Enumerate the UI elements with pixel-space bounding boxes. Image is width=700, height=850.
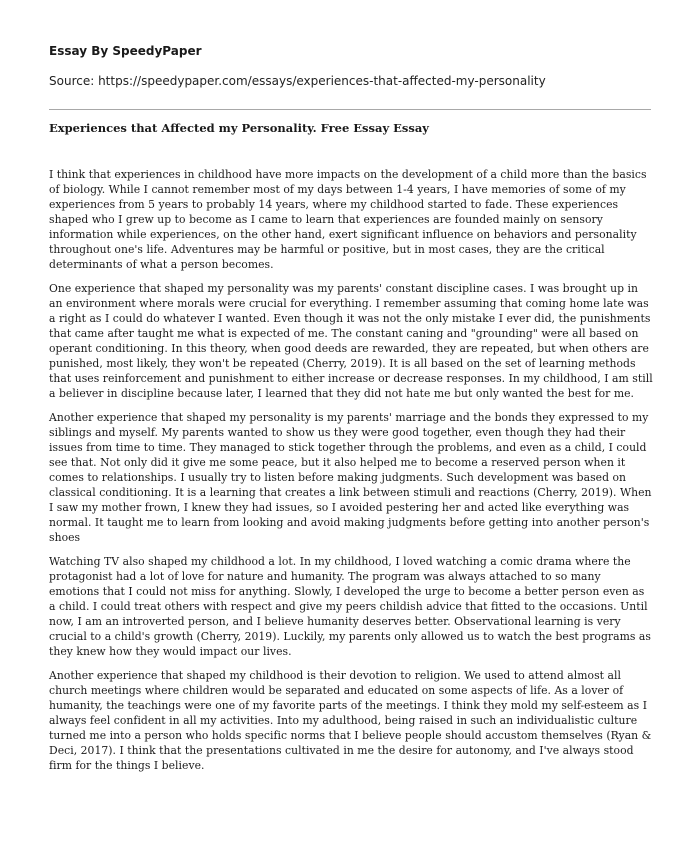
essay-paragraph-1: I think that experiences in childhood have more impacts on the development of a child more than the basics of biology. While I cannot remember most of my days between 1-4 years, I have memories of some of my experiences from 5 years to probably 14 years, where my childhood started to fade. These experiences shaped who I grew up to become as I came to learn that experiences are founded mainly on sensory information while experiences, on the other hand, exert significant influence on behaviors and personality throughout one's life. Adventures may be harmful or positive, but in most cases, they are the critical determinants of what a person becomes. xyxy=(49,168,647,271)
essay-title: Experiences that Affected my Personality. Free Essay Essay xyxy=(49,121,429,135)
essay-paragraph-2: One experience that shaped my personality was my parents' constant discipline cases. I was brought up in an environment where morals were crucial for everything. I remember assuming that coming home late was a right as I could do whatever I wanted. Even though it was not the only mistake I ever did, the punishments that came after taught me what is expected of me. The constant caning and "grounding" were all based on operant conditioning. In this theory, when good deeds are rewarded, they are repeated, but when others are punished, most likely, they won't be repeated (Cherry, 2019). It is all based on the set of learning methods that uses reinforcement and punishment to either increase or decrease responses. In my childhood, I am still a believer in discipline because later, I learned that they did not hate me but only wanted the best for me. xyxy=(49,282,653,400)
essay-paragraph-4: Watching TV also shaped my childhood a lot. In my childhood, I loved watching a comic drama where the protagonist had a lot of love for nature and humanity. The program was always attached to so many emotions that I could not miss for anything. Slowly, I developed the urge to become a better person even as a child. I could treat others with respect and give my peers childish advice that fitted to the occasions. Until now, I am an introverted person, and I believe humanity deserves better. Observational learning is very crucial to a child's growth (Cherry, 2019). Luckily, my parents only allowed us to watch the best programs as they knew how they would impact our lives. xyxy=(49,555,651,658)
essay-paragraph-5: Another experience that shaped my childhood is their devotion to religion. We used to attend almost all church meetings where children would be separated and educated on some aspects of life. As a lover of humanity, the teachings were one of my favorite parts of the meetings. I think they mold my self-esteem as I always feel confident in all my activities. Into my adulthood, being raised in such an individualistic culture turned me into a person who holds specific norms that I believe people should accustom themselves (Ryan & Deci, 2017). I think that the presentations cultivated in me the desire for autonomy, and I've always stood firm for the things I believe. xyxy=(49,669,652,772)
essay-paragraph-3: Another experience that shaped my personality is my parents' marriage and the bonds they expressed to my siblings and myself. My parents wanted to show us they were good together, even though they had their issues from time to time. They managed to stick together through the problems, and even as a child, I could see that. Not only did it give me some peace, but it also helped me to become a reserved person when it comes to relationships. I usually try to listen before making judgments. Such development was based on classical conditioning. It is a learning that creates a link between stimuli and reactions (Cherry, 2019). When I saw my mother frown, I knew they had issues, so I avoided pestering her and acted like everything was normal. It taught me to learn from looking and avoid making judgments before getting into another person's shoes xyxy=(49,411,652,544)
essay-body xyxy=(49,167,653,782)
document-header-title: Essay By SpeedyPaper xyxy=(49,44,202,58)
source-line: Source: https://speedypaper.com/essays/experiences-that-affected-my-personality xyxy=(49,74,546,88)
header-divider xyxy=(49,109,651,110)
